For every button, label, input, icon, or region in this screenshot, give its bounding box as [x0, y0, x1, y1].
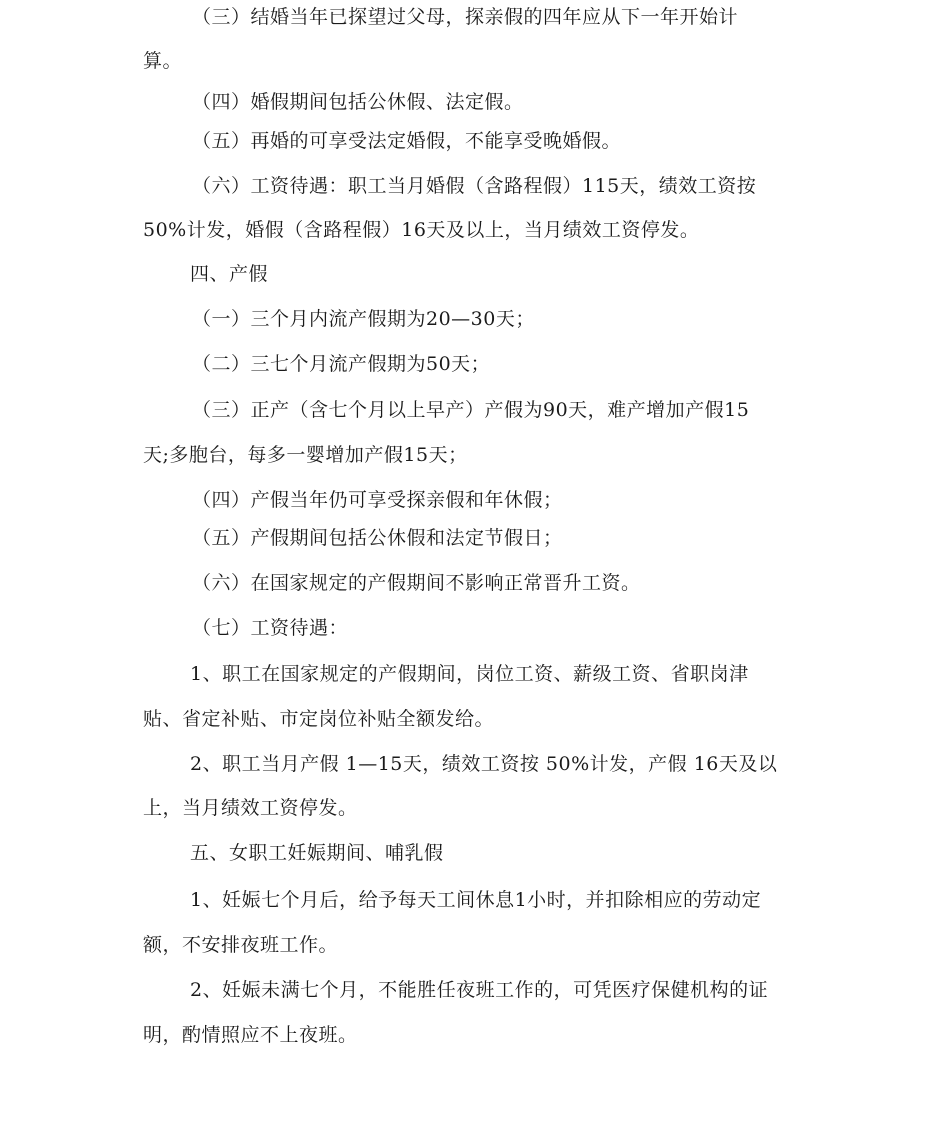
text-line: （三）结婚当年已探望过父母，探亲假的四年应从下一年开始计 [192, 6, 739, 28]
text-line: （七）工资待遇： [192, 617, 349, 639]
text-line: 上，当月绩效工资停发。 [143, 797, 358, 819]
text-line: （三）正产（含七个月以上早产）产假为90天，难产增加产假15 [192, 399, 750, 421]
text-line: （五）再婚的可享受法定婚假，不能享受晚婚假。 [192, 130, 622, 152]
text-line: 算。 [143, 50, 183, 72]
text-line: （六）在国家规定的产假期间不影响正常晋升工资。 [192, 572, 641, 594]
text-line: 明，酌情照应不上夜班。 [143, 1024, 358, 1046]
text-line: 额，不安排夜班工作。 [143, 934, 339, 956]
text-line: （四）产假当年仍可享受探亲假和年休假； [192, 489, 563, 511]
text-line: （一）三个月内流产假期为20—30天； [192, 308, 535, 330]
text-line: 1、职工在国家规定的产假期间，岗位工资、薪级工资、省职岗津 [190, 663, 749, 685]
text-line: 贴、省定补贴、市定岗位补贴全额发给。 [143, 708, 495, 730]
text-line: 2、职工当月产假 1—15天，绩效工资按 50%计发，产假 16天及以 [190, 753, 778, 775]
section-heading: 四、产假 [190, 263, 269, 285]
text-line: 1、妊娠七个月后，给予每天工间休息1小时，并扣除相应的劳动定 [190, 889, 762, 911]
text-line: （六）工资待遇：职工当月婚假（含路程假）115天，绩效工资按 [192, 175, 757, 197]
section-heading: 五、女职工妊娠期间、哺乳假 [190, 842, 444, 864]
text-line: （二）三七个月流产假期为50天； [192, 353, 491, 375]
text-line: 天;多胞台，每多一婴增加产假15天； [143, 444, 468, 466]
text-line: 2、妊娠未满七个月，不能胜任夜班工作的，可凭医疗保健机构的证 [190, 979, 769, 1001]
text-line: （五）产假期间包括公休假和法定节假日； [192, 527, 563, 549]
text-line: 50%计发，婚假（含路程假）16天及以上，当月绩效工资停发。 [143, 219, 700, 241]
text-line: （四）婚假期间包括公休假、法定假。 [192, 91, 524, 113]
